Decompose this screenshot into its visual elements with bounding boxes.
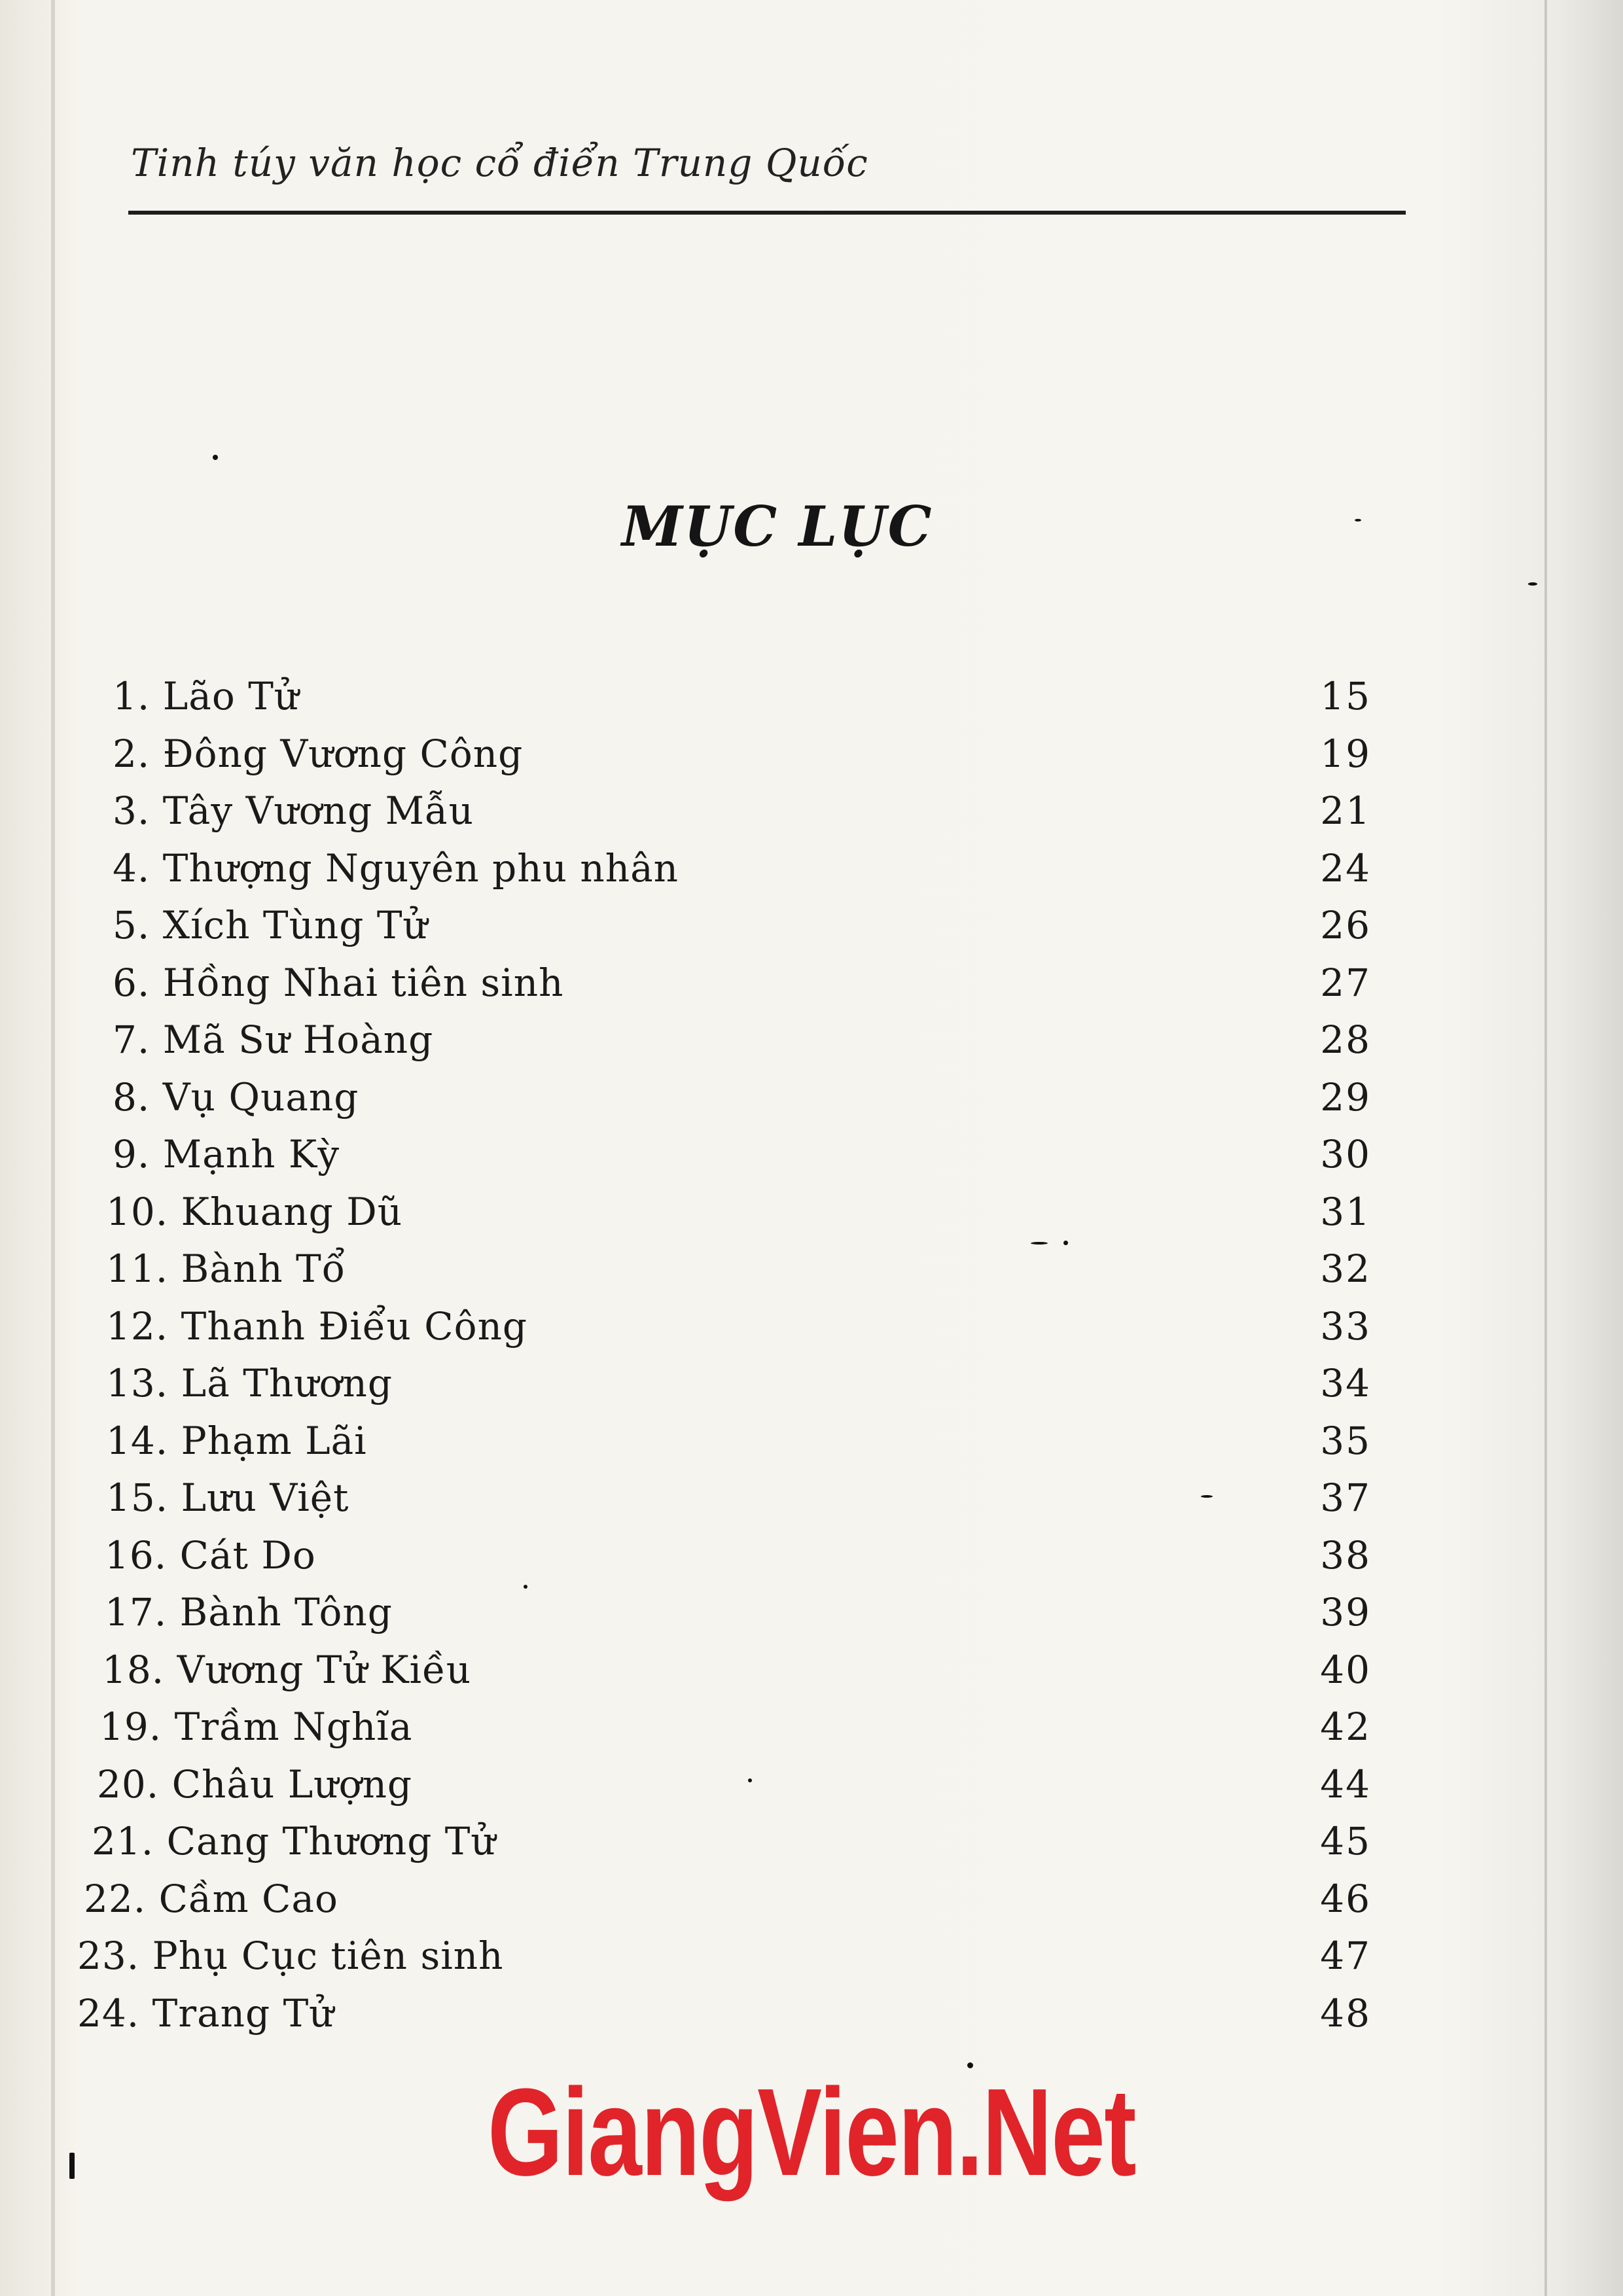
toc-entry <box>0 1190 1623 1247</box>
toc-entry-page-number: 39 <box>1320 1590 1371 1634</box>
toc-entry <box>0 1762 1623 1820</box>
toc-entry <box>0 674 1623 732</box>
toc-entry-page-number: 42 <box>1320 1704 1371 1749</box>
toc-entry <box>0 1132 1623 1190</box>
toc-entry <box>0 1648 1623 1705</box>
ink-speck <box>1355 519 1361 521</box>
toc-entry-page-number: 21 <box>1320 788 1371 833</box>
toc-entry-page-number: 47 <box>1320 1934 1371 1978</box>
toc-entry <box>0 1934 1623 1991</box>
toc-entry-title: 20. Châu Lượng <box>97 1761 413 1807</box>
toc-entry-title: 13. Lã Thương <box>106 1361 393 1405</box>
toc-entry-page-number: 24 <box>1320 845 1371 891</box>
toc-entry <box>0 1419 1623 1476</box>
toc-entry-page-number: 29 <box>1320 1074 1371 1120</box>
toc-entry-title: 12. Thanh Điểu Công <box>106 1303 528 1349</box>
toc-entry-page-number: 28 <box>1320 1017 1371 1062</box>
toc-title: MỤC LỤC <box>622 494 933 559</box>
toc-entry-title: 16. Cát Do <box>105 1532 316 1578</box>
toc-entry-title: 19. Trầm Nghĩa <box>99 1704 413 1749</box>
ink-speck <box>1528 582 1537 586</box>
toc-entry-title: 17. Bành Tông <box>105 1590 393 1634</box>
toc-entry-title: 4. Thượng Nguyên phu nhân <box>113 845 679 891</box>
toc-entry-title: 23. Phụ Cục tiên sinh <box>77 1934 504 1978</box>
toc-entry-title: 15. Lưu Việt <box>106 1475 349 1520</box>
toc-entry-page-number: 26 <box>1320 903 1371 947</box>
toc-entry <box>0 961 1623 1018</box>
toc-entry <box>0 1704 1623 1762</box>
toc-entry-page-number: 32 <box>1320 1246 1371 1291</box>
toc-entry <box>0 1819 1623 1877</box>
toc-entry-page-number: 44 <box>1320 1761 1371 1807</box>
toc-entry <box>0 1877 1623 1934</box>
toc-entry-title: 24. Trang Tử <box>77 1990 334 2036</box>
toc-entry-page-number: 45 <box>1320 1819 1371 1863</box>
toc-entry-page-number: 33 <box>1320 1303 1371 1349</box>
toc-entry-title: 21. Cang Thương Tử <box>92 1819 496 1863</box>
toc-entry-page-number: 19 <box>1320 731 1371 776</box>
toc-entry-title: 18. Vương Tử Kiều <box>102 1647 472 1692</box>
toc-entry <box>0 1475 1623 1533</box>
toc-entry-title: 7. Mã Sư Hoàng <box>113 1017 434 1062</box>
toc-entry-page-number: 37 <box>1320 1475 1371 1520</box>
toc-entry-page-number: 31 <box>1320 1189 1371 1234</box>
toc-entry <box>0 1246 1623 1304</box>
toc-entry <box>0 1017 1623 1075</box>
toc-entry <box>0 1075 1623 1133</box>
toc-entry-title: 10. Khuang Dũ <box>106 1189 403 1234</box>
ink-speck <box>69 2153 75 2179</box>
toc-entry <box>0 846 1623 904</box>
toc-entry-page-number: 30 <box>1320 1132 1371 1176</box>
toc-entry <box>0 788 1623 846</box>
ink-speck <box>1063 1241 1068 1245</box>
toc-entry-page-number: 40 <box>1320 1647 1371 1692</box>
toc-entry-title: 9. Mạnh Kỳ <box>113 1132 340 1176</box>
toc-entry-title: 11. Bành Tổ <box>106 1246 346 1291</box>
toc-entry-title: 14. Phạm Lãi <box>106 1418 367 1463</box>
toc-entry <box>0 732 1623 789</box>
toc-entry-title: 22. Cầm Cao <box>84 1876 338 1921</box>
toc-entry <box>0 1991 1623 2049</box>
toc-entry <box>0 903 1623 961</box>
toc-entry-title: 5. Xích Tùng Tử <box>113 903 428 947</box>
toc-entry-title: 2. Đông Vương Công <box>113 731 524 776</box>
ink-speck <box>1201 1495 1213 1498</box>
header-rule <box>128 211 1406 215</box>
toc-entry <box>0 1304 1623 1362</box>
toc-entry-page-number: 46 <box>1320 1876 1371 1921</box>
toc-entry <box>0 1590 1623 1648</box>
watermark-logo: GiangVien.Net <box>488 2063 1135 2202</box>
ink-speck <box>1031 1242 1048 1245</box>
toc-entry-page-number: 38 <box>1320 1532 1371 1578</box>
toc-entry-page-number: 27 <box>1320 960 1371 1005</box>
ink-speck <box>213 455 218 460</box>
toc-entry-title: 1. Lão Tử <box>113 674 300 718</box>
toc-entry-title: 6. Hồng Nhai tiên sinh <box>113 960 564 1005</box>
toc-entry-page-number: 34 <box>1320 1361 1371 1405</box>
ink-speck <box>524 1585 527 1589</box>
toc-entry-page-number: 15 <box>1320 674 1371 718</box>
table-of-contents <box>0 674 1623 2048</box>
running-header: Tinh túy văn học cổ điển Trung Quốc <box>131 141 868 185</box>
toc-entry <box>0 1361 1623 1419</box>
ink-speck <box>748 1778 752 1782</box>
toc-entry-page-number: 48 <box>1320 1990 1371 2036</box>
toc-entry-title: 8. Vụ Quang <box>113 1074 359 1120</box>
toc-entry <box>0 1533 1623 1591</box>
toc-entry-page-number: 35 <box>1320 1418 1371 1463</box>
toc-entry-title: 3. Tây Vương Mẫu <box>113 788 474 833</box>
